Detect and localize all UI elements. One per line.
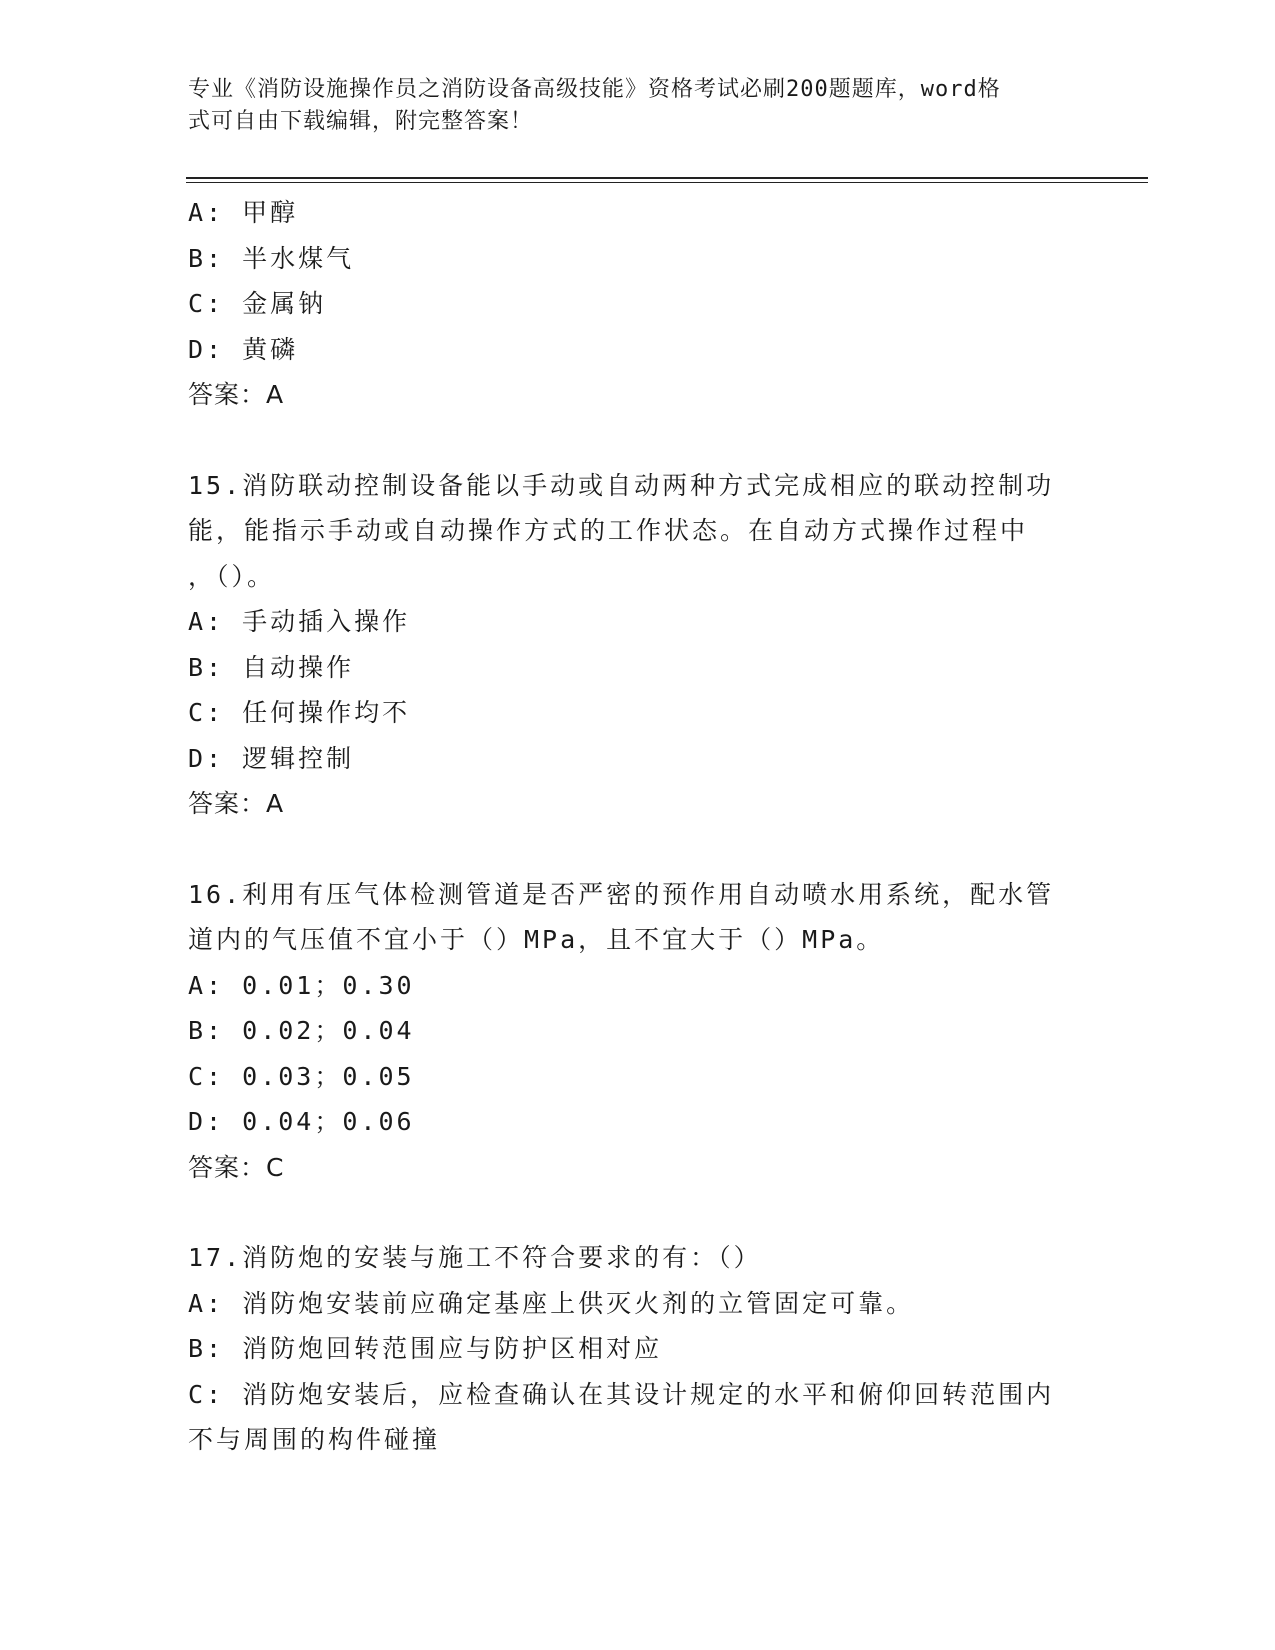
- question-stem-line: ，（）。: [188, 561, 276, 591]
- option-a: A: 手动插入操作: [188, 607, 411, 636]
- option-a: A: 甲醇: [188, 198, 299, 227]
- document-header: [188, 74, 1088, 138]
- question-14: [188, 190, 1088, 418]
- question-stem-line: 15.消防联动控制设备能以手动或自动两种方式完成相应的联动控制功: [188, 470, 1055, 500]
- option-a: A: 消防炮安装前应确定基座上供灭火剂的立管固定可靠。: [188, 1288, 915, 1318]
- option-c: C: 0.03；0.05: [188, 1061, 415, 1091]
- header-line-2: 式可自由下载编辑，附完整答案！: [188, 109, 534, 134]
- answer-line: 答案：A: [188, 380, 285, 409]
- option-b: B: 半水煤气: [188, 243, 355, 273]
- header-rule-thin: [186, 182, 1148, 183]
- question-stem-line: 17.消防炮的安装与施工不符合要求的有：（）: [188, 1243, 762, 1272]
- option-b: B: 0.02；0.04: [188, 1016, 415, 1045]
- question-16: [188, 872, 1088, 1191]
- answer-line: 答案：A: [188, 789, 285, 818]
- option-b: B: 消防炮回转范围应与防护区相对应: [188, 1334, 663, 1363]
- header-rule-thick: [186, 177, 1148, 179]
- question-17: [188, 1235, 1088, 1463]
- option-c: C: 金属钠: [188, 289, 327, 318]
- question-stem-line: 能，能指示手动或自动操作方式的工作状态。在自动方式操作过程中: [188, 516, 1029, 545]
- option-d: D: 0.04；0.06: [188, 1107, 415, 1136]
- option-c: C: 任何操作均不: [188, 698, 411, 727]
- option-d: D: 黄磷: [188, 334, 299, 364]
- question-content: [188, 190, 1088, 1463]
- question-15: [188, 463, 1088, 827]
- question-stem-line: 16.利用有压气体检测管道是否严密的预作用自动喷水用系统，配水管: [188, 879, 1055, 909]
- spacer: [188, 418, 1088, 463]
- option-a: A: 0.01；0.30: [188, 970, 415, 1000]
- header-line-1: 专业《消防设施操作员之消防设备高级技能》资格考试必刷200题题库，word格: [188, 77, 1001, 102]
- option-c: C: 消防炮安装后，应检查确认在其设计规定的水平和俯仰回转范围内: [188, 1379, 1055, 1409]
- option-b: B: 自动操作: [188, 652, 355, 682]
- question-stem-line: 道内的气压值不宜小于（）MPa，且不宜大于（）MPa。: [188, 925, 885, 954]
- option-d: D: 逻辑控制: [188, 743, 355, 773]
- spacer: [188, 827, 1088, 872]
- spacer: [188, 1190, 1088, 1235]
- option-c-continued: 不与周围的构件碰撞: [188, 1425, 441, 1454]
- answer-line: 答案：C: [188, 1152, 285, 1182]
